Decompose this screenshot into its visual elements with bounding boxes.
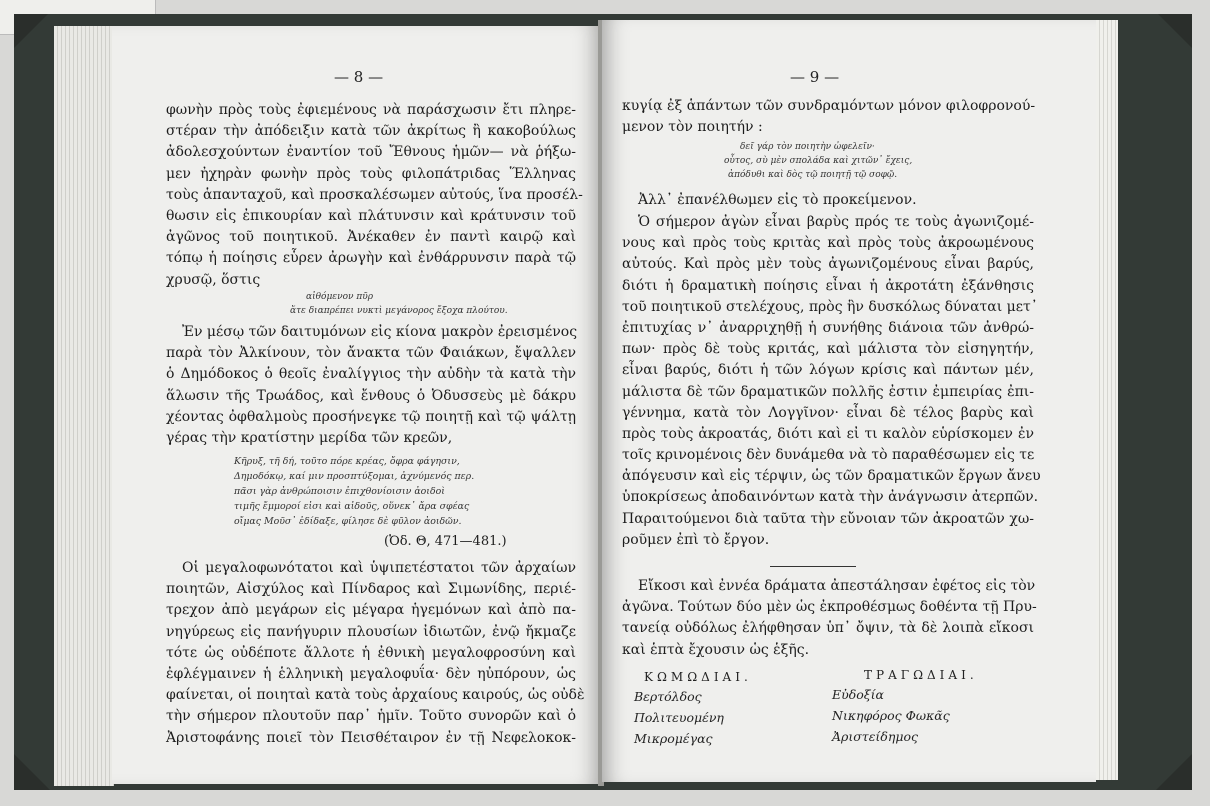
quote-line: πᾶσι γὰρ ἀνθρώποισιν ἐπιχθονίοισιν ἀοιδοὶ bbox=[234, 486, 445, 497]
text-line: μεν ἠχηρὰν φωνὴν πρὸς τοὺς φιλοπάτριδας Ἕλληνας bbox=[166, 165, 576, 182]
text-line: τοὺς ἁπανταχοῦ, καὶ προσκαλέσωμεν αὐτούς, ἵνα προσέλ- bbox=[166, 186, 583, 203]
text-line: ποιητῶν, Αἰσχύλος καὶ Πίνδαρος καὶ Σιμωνίδης, περιέ- bbox=[166, 581, 576, 598]
cover-corner bbox=[1158, 14, 1192, 48]
text-line: θωσιν εἰς ἐπικουρίαν καὶ πλάτυνσιν καὶ κράτυνσιν τοῦ bbox=[166, 207, 576, 224]
quote-line: τιμῆς ἔμμοροί εἰσι καὶ αἰδοῦς, οὕνεκ᾽ ἄρα σφέας bbox=[234, 501, 470, 512]
quote-line: Κῆρυξ, τῆ δή, τοῦτο πόρε κρέας, ὄφρα φάγησιν, bbox=[234, 456, 460, 467]
text-line: Εἴκοσι καὶ ἐννέα δράματα ἀπεστάλησαν ἐφέτος εἰς τὸν bbox=[638, 578, 1036, 594]
text-line: ἐφλέγμαινεν ἡ ἑλληνικὴ μεγαλοφυΐα· δὲν ηὐπόρουν, ὡς bbox=[166, 665, 576, 682]
text-line: ὁ Δημόδοκος ὁ θεοῖς ἐναλίγγιος τὴν αὐδὴν τὰ κατὰ τὴν bbox=[166, 366, 576, 383]
tragedies-list bbox=[832, 684, 950, 747]
page-edges-left bbox=[54, 26, 114, 786]
text-line: ἀγῶνος τοῦ ποιητικοῦ. Ἀνέκαθεν ἐν παντὶ καιρῷ καὶ bbox=[166, 229, 576, 246]
text-line: διότι ἡ δραματικὴ ποίησις εἶναι ἡ ἀκροτάτη ἐξάνθησις bbox=[622, 277, 1034, 294]
page-number: — 9 — bbox=[790, 68, 840, 86]
left-paragraph-3 bbox=[166, 558, 585, 749]
section-divider bbox=[770, 566, 856, 567]
list-item: Εὐδοξία bbox=[832, 687, 885, 702]
list-item: Ἀριστείδημος bbox=[832, 729, 918, 744]
text-line: τόπῳ ἡ ποίησις εὗρεν ἀρωγὴν καὶ ἐνθάρρυνσιν παρὰ τῷ bbox=[166, 250, 576, 267]
text-line: ἐπιτυχίας ν᾽ ἀναρριχηθῇ ἡ συνήθης διάνοια τῶν ἀνθρώ- bbox=[622, 319, 1034, 336]
text-line: πρὸς τοὺς ἀκροατάς, διότι καὶ εἰ τι καλὸν εὑρίσκομεν ἐν bbox=[622, 425, 1034, 442]
text-line: Ἐν μέσῳ τῶν δαιτυμόνων εἰς κίονα μακρὸν ἐρεισμένος bbox=[182, 324, 578, 340]
text-line: ἀδολεσχούντων ἐναντίον τοῦ Ἔθνους ἡμῶν— νὰ ῥήξω- bbox=[166, 144, 576, 161]
text-line: ὑποκρίσεως ἀποδαινόντων κατὰ τὴν ἀνάγνωσιν ἀτερπῶν. bbox=[622, 489, 1039, 506]
text-line: νηγύρεως εἰς πανήγυριν πλουσίων ἰδιωτῶν, ἐνῷ ἤκμαζε bbox=[166, 623, 576, 640]
text-line: τρεχον ἀπὸ μεγάρων εἰς μέγαρα ἡγεμόνων καὶ ἀπὸ πα- bbox=[166, 602, 576, 619]
text-line: ροῦμεν ἐπὶ τὸ ἔργον. bbox=[622, 531, 770, 548]
text-line: Οἱ μεγαλοφωνότατοι καὶ ὑψιπετέστατοι τῶν ἀρχαίων bbox=[182, 560, 576, 576]
list-item: Μικρομέγας bbox=[634, 731, 713, 746]
quote-line: οἴμας Μοῦσ᾽ ἐδίδαξε, φίλησε δὲ φῦλον ἀοιδῶν. bbox=[234, 516, 462, 527]
quote-line: αἰθόμενον πῦρ bbox=[306, 292, 374, 302]
cover-corner bbox=[14, 754, 50, 790]
text-line: στέραν τὴν ἀπόδειξιν κατὰ τῶν ἀκρίτως ἢ κακοβούλως bbox=[166, 123, 576, 140]
text-line: εἶναι βαρύς, διότι ἡ τῶν λόγων κρίσις καὶ πάντων μέν, bbox=[622, 362, 1034, 379]
list-item: Πολιτευομένη bbox=[634, 710, 724, 725]
right-paragraph-2 bbox=[622, 190, 1034, 211]
text-line: φαίνεται, οἱ ποιηταὶ κατὰ τοὺς ἀρχαίους καιρούς, ὡς οὐδὲ bbox=[166, 687, 585, 704]
left-page bbox=[112, 26, 600, 784]
list-item: Βερτόλδος bbox=[634, 689, 702, 704]
text-line: φωνὴν πρὸς τοὺς ἐφιεμένους νὰ παράσχωσιν ἔτι πληρε- bbox=[166, 102, 576, 118]
cover-corner bbox=[1156, 754, 1192, 790]
text-line: καὶ ἑπτὰ ἔχουσιν ὡς ἑξῆς. bbox=[622, 641, 810, 658]
right-page bbox=[602, 20, 1096, 782]
left-paragraph-1 bbox=[166, 100, 583, 291]
text-line: τὴν σήμερον πλουτοῦν παρ᾽ ἡμῖν. Τοῦτο συνορῶν καὶ ὁ bbox=[166, 708, 576, 725]
text-line: Ἀλλ᾽ ἐπανέλθωμεν εἰς τὸ προκείμενον. bbox=[638, 192, 917, 208]
page-number: — 8 — bbox=[334, 68, 384, 86]
page-edges-right bbox=[1096, 20, 1118, 780]
comedies-heading: ΚΩΜΩΔΙΑΙ. bbox=[644, 670, 752, 684]
right-paragraph-1 bbox=[622, 96, 1034, 138]
text-line: αὐτούς. Καὶ πρὸς μὲν τοὺς ἀγωνιζομένους εἶναι βαρύς, bbox=[622, 256, 1034, 273]
quote-line: δεῖ γάρ τὸν ποιητὴν ὠφελεῖν· bbox=[740, 142, 875, 152]
text-line: τοῦ ποιητικοῦ στελέχους, πρὸς ἣν δυσκόλως δύναται μετ᾽ bbox=[622, 298, 1038, 315]
text-line: χέοντας ὀφθαλμοὺς προσήνεγκε τῷ ποιητῇ καὶ τῷ ψάλτῃ bbox=[166, 408, 576, 425]
text-line: τότε ὡς οὐδέποτε ἄλλοτε ἡ ἐθνικὴ μεγαλοφροσύνη καὶ bbox=[166, 644, 576, 661]
left-paragraph-2 bbox=[166, 322, 576, 449]
quote-line: Δημοδόκῳ, καί μιν προσπτύξομαι, ἀχνύμενός περ. bbox=[234, 471, 475, 482]
text-line: κυγίᾳ ἐξ ἁπάντων τῶν συνδραμόντων μόνον φιλοφρονού- bbox=[622, 98, 1036, 114]
right-paragraph-4 bbox=[622, 576, 1037, 661]
text-line: ἀπόγευσιν καὶ εἰς τέρψιν, ὡς τῶν δραματικῶν ἔργων ἄνευ bbox=[622, 468, 1041, 485]
text-line: παρὰ τὸν Ἀλκίνουν, τὸν ἄνακτα τῶν Φαιάκων, ἔψαλλεν bbox=[166, 345, 576, 362]
quote-line: ἀπόδυθι καὶ δὸς τῷ ποιητῇ τῷ σοφῷ. bbox=[728, 170, 898, 180]
right-paragraph-3 bbox=[622, 212, 1041, 551]
text-line: ἀγῶνα. Τούτων δύο μὲν ὡς ἐκπροθέσμως δοθέντα τῇ Πρυ- bbox=[622, 599, 1037, 616]
text-line: γέννημα, κατὰ τὸν Λογγῖνον· εἶναι δὲ τέλος βαρὺς καὶ bbox=[622, 404, 1034, 421]
text-line: Ὁ σήμερον ἀγὼν εἶναι βαρὺς πρός τε τοὺς ἀγωνιζομέ- bbox=[638, 214, 1034, 230]
citation: (Ὀδ. Θ, 471—481.) bbox=[384, 534, 507, 549]
left-quote-2 bbox=[234, 454, 474, 529]
text-line: τοῖς κρινομένοις δὲν δυνάμεθα νὰ τὸ παραθέσωμεν εἰς τε bbox=[622, 447, 1035, 464]
text-line: πων· πρὸς δὲ τοὺς κριτάς, καὶ μάλιστα τὸν εἰσηγητήν, bbox=[622, 341, 1034, 358]
list-item: Νικηφόρος Φωκᾶς bbox=[832, 708, 950, 723]
right-quote-1 bbox=[722, 140, 912, 182]
tragedies-heading: ΤΡΑΓΩΔΙΑΙ. bbox=[864, 668, 978, 682]
text-line: τανείᾳ οὐδόλως ἐλήφθησαν ὑπ᾽ ὄψιν, τὰ δὲ λοιπὰ εἴκοσι bbox=[622, 620, 1034, 637]
text-line: Ἀριστοφάνης ποιεῖ τὸν Πεισθέταιρον ἐν τῇ Νεφελοκοκ- bbox=[166, 729, 576, 746]
quote-line: ἅτε διαπρέπει νυκτὶ μεγάνορος ἔξοχα πλούτου. bbox=[290, 306, 508, 316]
text-line: ἅλωσιν τῆς Τρωάδος, καὶ ἔνθους ὁ Ὀδυσσεὺς μὲ δάκρυ bbox=[166, 387, 576, 404]
comedies-list bbox=[634, 686, 724, 749]
text-line: μενον τὸν ποιητήν : bbox=[622, 119, 763, 136]
text-line: χρυσῷ, ὅστις bbox=[166, 271, 261, 288]
left-quote-1 bbox=[290, 290, 508, 318]
text-line: γέρας τὴν κρατίστην μερίδα τῶν κρεῶν, bbox=[166, 429, 453, 446]
cover-corner bbox=[14, 14, 48, 48]
text-line: νους καὶ πρὸς τοὺς κριτὰς καὶ πρὸς τοὺς ἀκροωμένους bbox=[622, 235, 1034, 252]
quote-line: οὗτος, σὺ μὲν σπολάδα καὶ χιτῶν᾽ ἔχεις, bbox=[724, 156, 913, 166]
text-line: Παραιτούμενοι διὰ ταῦτα τὴν εὔνοιαν τῶν ἀκροατῶν χω- bbox=[622, 510, 1034, 527]
text-line: μάλιστα δὲ τῶν δραματικῶν πολλῆς ἐστιν ἐμπειρίας ἐπι- bbox=[622, 383, 1034, 400]
